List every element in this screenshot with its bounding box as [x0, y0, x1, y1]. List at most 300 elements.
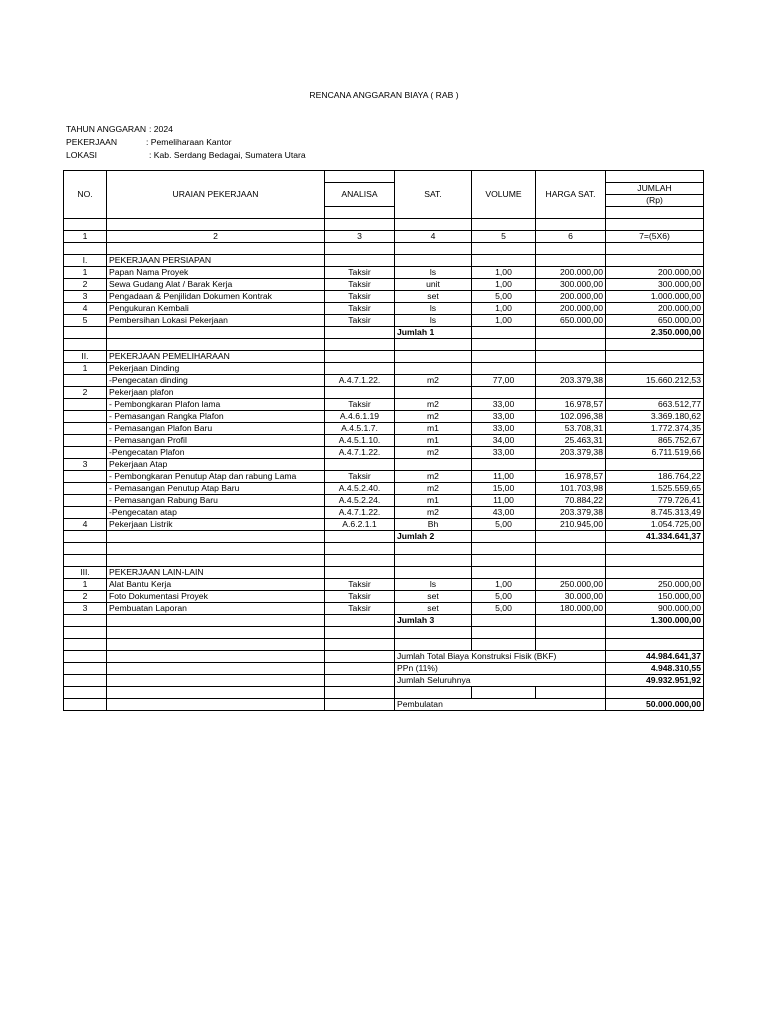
item-amount: 1.525.559,65	[606, 483, 704, 495]
empty-cell	[472, 531, 536, 543]
empty-cell	[606, 351, 704, 363]
item-unit-price	[536, 459, 606, 471]
item-volume: 5,00	[472, 603, 536, 615]
empty-cell	[325, 615, 395, 627]
item-unit-price: 16.978,57	[536, 399, 606, 411]
item-unit-price: 70.884,22	[536, 495, 606, 507]
header-harga: HARGA SAT.	[536, 171, 606, 219]
empty-cell	[606, 555, 704, 567]
empty-cell	[325, 699, 395, 711]
item-description: Alat Bantu Kerja	[107, 579, 325, 591]
empty-cell	[472, 687, 536, 699]
item-volume: 43,00	[472, 507, 536, 519]
empty-cell	[536, 555, 606, 567]
total-amount: 44.984.641,37	[606, 651, 704, 663]
blank-row	[64, 627, 704, 639]
item-amount: 15.660.212,53	[606, 375, 704, 387]
item-volume: 11,00	[472, 495, 536, 507]
empty-cell	[64, 687, 107, 699]
empty-cell	[325, 555, 395, 567]
item-unit: m2	[395, 447, 472, 459]
empty-cell	[325, 567, 395, 579]
item-unit-price: 101.703,98	[536, 483, 606, 495]
empty-cell	[107, 543, 325, 555]
empty-cell	[606, 243, 704, 255]
item-number	[64, 471, 107, 483]
item-volume: 15,00	[472, 483, 536, 495]
item-unit-price: 16.978,57	[536, 471, 606, 483]
section-title: PEKERJAAN PEMELIHARAAN	[107, 351, 325, 363]
empty-cell	[64, 543, 107, 555]
item-analisa: A.6.2.1.1	[325, 519, 395, 531]
empty-cell	[107, 663, 325, 675]
item-unit-price: 203.379,38	[536, 447, 606, 459]
blank-row	[64, 639, 704, 651]
empty-cell	[472, 351, 536, 363]
item-number	[64, 447, 107, 459]
item-row	[64, 519, 704, 531]
total-label: Pembulatan	[395, 699, 606, 711]
item-row	[64, 507, 704, 519]
total-row	[64, 675, 704, 687]
col-number: 3	[325, 231, 395, 243]
item-row	[64, 435, 704, 447]
item-volume	[472, 387, 536, 399]
empty-cell	[325, 243, 395, 255]
empty-cell	[395, 567, 472, 579]
item-row	[64, 603, 704, 615]
item-unit-price	[536, 387, 606, 399]
item-unit: set	[395, 603, 472, 615]
empty-cell	[472, 255, 536, 267]
item-unit-price: 30.000,00	[536, 591, 606, 603]
item-amount: 865.752,67	[606, 435, 704, 447]
subtotal-label: Jumlah 1	[395, 327, 472, 339]
item-volume: 5,00	[472, 591, 536, 603]
section-row	[64, 351, 704, 363]
item-amount: 150.000,00	[606, 591, 704, 603]
item-volume: 33,00	[472, 447, 536, 459]
empty-cell	[325, 627, 395, 639]
empty-cell	[64, 651, 107, 663]
item-unit: m2	[395, 471, 472, 483]
header-blank-row	[64, 219, 704, 231]
total-label: Jumlah Seluruhnya	[395, 675, 606, 687]
blank-row	[64, 339, 704, 351]
item-description: Papan Nama Proyek	[107, 267, 325, 279]
section-row	[64, 255, 704, 267]
item-amount: 250.000,00	[606, 579, 704, 591]
empty-cell	[107, 687, 325, 699]
empty-cell	[395, 639, 472, 651]
item-number: 2	[64, 279, 107, 291]
item-row	[64, 267, 704, 279]
empty-cell	[64, 555, 107, 567]
empty-cell	[325, 543, 395, 555]
item-analisa: A.4.5.1.7.	[325, 423, 395, 435]
empty-cell	[395, 351, 472, 363]
subtotal-row	[64, 327, 704, 339]
item-unit-price: 200.000,00	[536, 303, 606, 315]
item-volume: 34,00	[472, 435, 536, 447]
item-amount: 900.000,00	[606, 603, 704, 615]
item-amount: 186.764,22	[606, 471, 704, 483]
item-unit: unit	[395, 279, 472, 291]
empty-cell	[536, 243, 606, 255]
item-amount: 650.000,00	[606, 315, 704, 327]
item-number: 1	[64, 267, 107, 279]
item-number	[64, 435, 107, 447]
section-number: III.	[64, 567, 107, 579]
item-volume: 1,00	[472, 315, 536, 327]
col-number: 7=(5X6)	[606, 231, 704, 243]
item-number	[64, 375, 107, 387]
item-analisa: Taksir	[325, 591, 395, 603]
item-description: Pekerjaan Atap	[107, 459, 325, 471]
item-amount: 300.000,00	[606, 279, 704, 291]
item-unit: ls	[395, 579, 472, 591]
total-label: PPn (11%)	[395, 663, 606, 675]
item-unit	[395, 459, 472, 471]
item-analisa: A.4.7.1.22.	[325, 375, 395, 387]
item-number: 5	[64, 315, 107, 327]
item-amount: 6.711.519,66	[606, 447, 704, 459]
item-volume: 33,00	[472, 399, 536, 411]
item-number: 3	[64, 603, 107, 615]
header-spacer-row	[64, 171, 704, 183]
blank-row	[64, 543, 704, 555]
empty-cell	[472, 339, 536, 351]
item-amount: 200.000,00	[606, 267, 704, 279]
item-row	[64, 399, 704, 411]
item-description: Pembersihan Lokasi Pekerjaan	[107, 315, 325, 327]
item-description: Pekerjaan Dinding	[107, 363, 325, 375]
section-number: I.	[64, 255, 107, 267]
col-number: 6	[536, 231, 606, 243]
total-row	[64, 651, 704, 663]
item-analisa: A.4.5.2.40.	[325, 483, 395, 495]
item-analisa: Taksir	[325, 291, 395, 303]
item-row	[64, 303, 704, 315]
header-rp: (Rp)	[606, 195, 704, 207]
empty-cell	[536, 255, 606, 267]
item-description: Pengukuran Kembali	[107, 303, 325, 315]
item-description: Foto Dokumentasi Proyek	[107, 591, 325, 603]
total-row	[64, 663, 704, 675]
item-unit-price: 250.000,00	[536, 579, 606, 591]
rab-table	[63, 170, 704, 711]
item-number	[64, 483, 107, 495]
empty-cell	[536, 531, 606, 543]
item-unit-price: 102.096,38	[536, 411, 606, 423]
empty-cell	[325, 327, 395, 339]
empty-cell	[395, 339, 472, 351]
header-sat: SAT.	[395, 171, 472, 219]
empty-cell	[536, 567, 606, 579]
item-amount: 1.772.374,35	[606, 423, 704, 435]
item-analisa: Taksir	[325, 279, 395, 291]
item-unit: m2	[395, 399, 472, 411]
column-number-row	[64, 231, 704, 243]
item-unit: ls	[395, 303, 472, 315]
item-row	[64, 459, 704, 471]
empty-cell	[64, 639, 107, 651]
item-volume: 5,00	[472, 519, 536, 531]
empty-cell	[107, 651, 325, 663]
item-amount: 3.369.180,62	[606, 411, 704, 423]
item-unit: m1	[395, 435, 472, 447]
empty-cell	[64, 243, 107, 255]
item-volume	[472, 459, 536, 471]
empty-cell	[107, 243, 325, 255]
blank-row	[64, 555, 704, 567]
item-number: 1	[64, 363, 107, 375]
empty-cell	[325, 255, 395, 267]
item-unit: Bh	[395, 519, 472, 531]
item-description: - Pembongkaran Penutup Atap dan rabung Lama	[107, 471, 325, 483]
empty-cell	[325, 687, 395, 699]
col-number: 1	[64, 231, 107, 243]
item-row	[64, 423, 704, 435]
item-analisa: Taksir	[325, 303, 395, 315]
item-unit	[395, 387, 472, 399]
empty-cell	[325, 663, 395, 675]
item-unit: set	[395, 291, 472, 303]
item-amount	[606, 363, 704, 375]
item-amount: 200.000,00	[606, 303, 704, 315]
pekerjaan-value: : Pemeliharaan Kantor	[146, 137, 232, 147]
empty-cell	[606, 567, 704, 579]
item-volume: 1,00	[472, 279, 536, 291]
empty-cell	[395, 627, 472, 639]
item-analisa	[325, 459, 395, 471]
item-row	[64, 447, 704, 459]
item-amount: 663.512,77	[606, 399, 704, 411]
item-description: Pekerjaan Listrik	[107, 519, 325, 531]
empty-cell	[536, 615, 606, 627]
item-analisa: Taksir	[325, 315, 395, 327]
empty-cell	[536, 543, 606, 555]
empty-cell	[325, 639, 395, 651]
item-description: - Pemasangan Plafon Baru	[107, 423, 325, 435]
empty-cell	[64, 675, 107, 687]
col-number: 5	[472, 231, 536, 243]
tahun-value: : 2024	[149, 124, 173, 134]
item-description: - Pemasangan Rangka Plafon	[107, 411, 325, 423]
empty-cell	[325, 339, 395, 351]
item-unit	[395, 363, 472, 375]
empty-cell	[606, 543, 704, 555]
empty-cell	[64, 699, 107, 711]
item-volume: 11,00	[472, 471, 536, 483]
item-amount: 1.054.725,00	[606, 519, 704, 531]
empty-cell	[395, 687, 472, 699]
subtotal-amount: 1.300.000,00	[606, 615, 704, 627]
item-number	[64, 411, 107, 423]
empty-cell	[107, 675, 325, 687]
subtotal-row	[64, 615, 704, 627]
empty-cell	[472, 567, 536, 579]
item-row	[64, 363, 704, 375]
item-analisa: A.4.5.1.10.	[325, 435, 395, 447]
item-description: -Pengecatan atap	[107, 507, 325, 519]
lokasi-value: : Kab. Serdang Bedagai, Sumatera Utara	[149, 150, 306, 160]
item-analisa: A.4.7.1.22.	[325, 507, 395, 519]
item-amount	[606, 387, 704, 399]
empty-cell	[472, 555, 536, 567]
empty-cell	[325, 351, 395, 363]
item-row	[64, 495, 704, 507]
empty-cell	[64, 531, 107, 543]
item-unit: m2	[395, 375, 472, 387]
item-row	[64, 411, 704, 423]
item-unit: m1	[395, 495, 472, 507]
empty-cell	[107, 531, 325, 543]
item-row	[64, 579, 704, 591]
empty-cell	[107, 339, 325, 351]
item-number: 2	[64, 591, 107, 603]
item-row	[64, 315, 704, 327]
empty-cell	[472, 639, 536, 651]
empty-cell	[536, 351, 606, 363]
empty-cell	[536, 339, 606, 351]
header-jumlah: JUMLAH	[606, 183, 704, 195]
item-unit: ls	[395, 267, 472, 279]
section-row	[64, 567, 704, 579]
item-volume	[472, 363, 536, 375]
item-analisa: A.4.7.1.22.	[325, 447, 395, 459]
item-analisa: Taksir	[325, 579, 395, 591]
item-unit-price: 53.708,31	[536, 423, 606, 435]
item-unit-price: 300.000,00	[536, 279, 606, 291]
item-number: 2	[64, 387, 107, 399]
item-unit: m2	[395, 411, 472, 423]
item-description: Sewa Gudang Alat / Barak Kerja	[107, 279, 325, 291]
item-row	[64, 591, 704, 603]
empty-cell	[606, 627, 704, 639]
lokasi-label: LOKASI	[66, 150, 98, 160]
item-unit: m1	[395, 423, 472, 435]
tahun-label: TAHUN ANGGARAN	[66, 124, 147, 134]
header-analisa: ANALISA	[325, 183, 395, 207]
item-volume: 33,00	[472, 411, 536, 423]
item-unit-price: 203.379,38	[536, 375, 606, 387]
item-analisa: Taksir	[325, 399, 395, 411]
empty-cell	[606, 255, 704, 267]
item-row	[64, 471, 704, 483]
item-number: 4	[64, 519, 107, 531]
item-unit: ls	[395, 315, 472, 327]
item-description: -Pengecatan dinding	[107, 375, 325, 387]
item-number	[64, 495, 107, 507]
empty-cell	[107, 555, 325, 567]
col-number: 2	[107, 231, 325, 243]
item-unit-price: 180.000,00	[536, 603, 606, 615]
empty-cell	[325, 675, 395, 687]
item-description: Pengadaan & Penjilidan Dokumen Kontrak	[107, 291, 325, 303]
empty-cell	[107, 699, 325, 711]
item-unit-price: 203.379,38	[536, 507, 606, 519]
item-unit-price: 200.000,00	[536, 291, 606, 303]
item-description: -Pengecatan Plafon	[107, 447, 325, 459]
item-volume: 33,00	[472, 423, 536, 435]
item-row	[64, 291, 704, 303]
item-row	[64, 279, 704, 291]
item-description: - Pembongkaran Plafon lama	[107, 399, 325, 411]
item-unit: m2	[395, 507, 472, 519]
item-volume: 5,00	[472, 291, 536, 303]
empty-cell	[64, 615, 107, 627]
item-description: Pekerjaan plafon	[107, 387, 325, 399]
empty-cell	[472, 627, 536, 639]
empty-cell	[472, 615, 536, 627]
empty-cell	[472, 243, 536, 255]
subtotal-amount: 41.334.641,37	[606, 531, 704, 543]
empty-cell	[606, 339, 704, 351]
empty-cell	[395, 243, 472, 255]
item-row	[64, 387, 704, 399]
item-analisa: A.4.6.1.19	[325, 411, 395, 423]
item-row	[64, 483, 704, 495]
subtotal-label: Jumlah 3	[395, 615, 472, 627]
item-amount	[606, 459, 704, 471]
section-title: PEKERJAAN LAIN-LAIN	[107, 567, 325, 579]
subtotal-label: Jumlah 2	[395, 531, 472, 543]
item-number: 3	[64, 459, 107, 471]
item-amount: 779.726,41	[606, 495, 704, 507]
item-volume: 77,00	[472, 375, 536, 387]
item-unit-price: 200.000,00	[536, 267, 606, 279]
col-number: 4	[395, 231, 472, 243]
item-unit-price: 25.463,31	[536, 435, 606, 447]
item-analisa: Taksir	[325, 603, 395, 615]
total-amount: 49.932.951,92	[606, 675, 704, 687]
item-amount: 8.745.313,49	[606, 507, 704, 519]
empty-cell	[536, 639, 606, 651]
header-no: NO.	[64, 171, 107, 219]
empty-cell	[395, 555, 472, 567]
empty-cell	[325, 651, 395, 663]
item-unit-price	[536, 363, 606, 375]
empty-cell	[107, 615, 325, 627]
item-analisa: A.4.5.2.24.	[325, 495, 395, 507]
item-analisa: Taksir	[325, 471, 395, 483]
item-analisa: Taksir	[325, 267, 395, 279]
item-unit: set	[395, 591, 472, 603]
empty-cell	[107, 327, 325, 339]
empty-cell	[472, 327, 536, 339]
document-title: RENCANA ANGGARAN BIAYA ( RAB )	[309, 90, 459, 100]
item-number: 4	[64, 303, 107, 315]
item-analisa	[325, 363, 395, 375]
empty-cell	[536, 687, 606, 699]
item-number	[64, 507, 107, 519]
item-number	[64, 423, 107, 435]
item-unit-price: 650.000,00	[536, 315, 606, 327]
item-volume: 1,00	[472, 303, 536, 315]
empty-cell	[64, 327, 107, 339]
section-title: PEKERJAAN PERSIAPAN	[107, 255, 325, 267]
item-description: - Pemasangan Rabung Baru	[107, 495, 325, 507]
blank-row	[64, 243, 704, 255]
item-description: - Pemasangan Penutup Atap Baru	[107, 483, 325, 495]
total-row	[64, 699, 704, 711]
empty-cell	[64, 663, 107, 675]
pekerjaan-label: PEKERJAAN	[66, 137, 118, 147]
item-analisa	[325, 387, 395, 399]
empty-cell	[325, 531, 395, 543]
section-number: II.	[64, 351, 107, 363]
